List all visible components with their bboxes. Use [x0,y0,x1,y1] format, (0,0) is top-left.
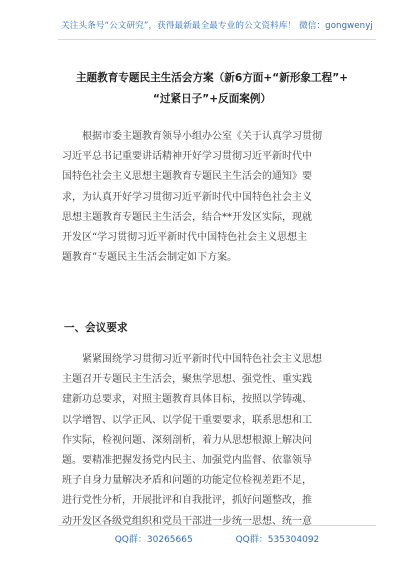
paragraph-line: 主题召开专题民主生活会，聚焦学思想、强党性、重实践 [62,374,312,386]
paragraph-line: 建新功总要求，对照主题教育具体目标，按照以学铸魂、 [62,394,312,406]
document-title-line-2: “过紧日子”+反面案例） [152,93,272,105]
paragraph-line: 国特色社会主义思想主题教育专题民主生活会的通知》要 [62,171,312,183]
section-heading-meeting-requirements: 一、会议要求 [64,322,128,334]
header-banner-text: 关注头条号“公文研究”，获得最新最全最专业的公文资料库！ 微信：gongwenyj [61,21,373,31]
footer-qq-group-2: QQ群：535304092 [235,535,320,545]
paragraph-line: 求，为认真开好学习贯彻习近平新时代中国特色社会主义 [62,191,312,203]
footer-qq-group-1: QQ群：30265665 [114,535,193,545]
paragraph-line: 习近平总书记重要讲话精神开好学习贯彻习近平新时代中 [62,151,312,163]
paragraph-line: 题教育”专题民主生活会制定如下方案。 [62,252,238,264]
section1-paragraph [62,350,362,532]
paragraph-line: 作实际，检视问题、深刻剖析，着力从思想根源上解决问 [62,434,312,446]
intro-paragraph [62,127,362,268]
paragraph-line: 动开发区各级党组织和党员干部进一步统一思想、统一意 [62,515,312,527]
header-banner [58,18,376,40]
paragraph-line: 以学增智、以学正风、以学促干重要要求，联系思想和工 [62,414,312,426]
paragraph-line: 紧紧围绕学习贯彻习近平新时代中国特色社会主义思想 [82,354,322,365]
paragraph-line: 思想主题教育专题民主生活会，结合**开发区实际，现就 [62,211,312,223]
paragraph-line: 题。要精准把握发扬党内民主、加强党内监督、依靠领导 [62,454,312,466]
paragraph-line: 根据市委主题教育领导小组办公室《关于认真学习贯彻 [82,131,322,142]
paragraph-line: 进行党性分析，开展批评和自我批评，抓好问题整改，推 [62,495,312,507]
document-title-line-1: 主题教育专题民主生活会方案（新6方面+“新形象工程”+ [75,72,349,84]
footer-contact [58,532,376,545]
footer-bar [58,525,376,553]
paragraph-line: 开发区“学习贯彻习近平新时代中国特色社会主义思想主 [62,231,308,243]
paragraph-line: 班子自身力量解决矛盾和问题的功能定位检视差距不足， [62,475,312,487]
